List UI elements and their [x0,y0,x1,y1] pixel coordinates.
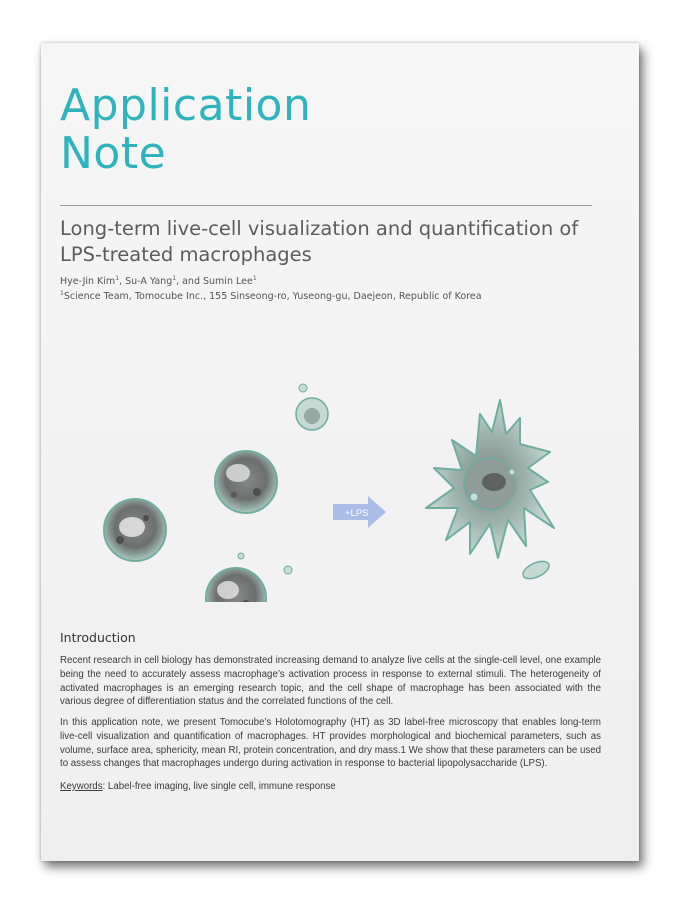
affiliation-text: Science Team, Tomocube Inc., 155 Sinseong-ro, Yuseong-gu, Daejeon, Republic of Korea [63,291,482,303]
cell-small-top [296,384,328,430]
introduction-paragraph-2: In this application note, we present Tomocube’s Holotomography (HT) as 3D label-free microscopy that enables long-term live-cell visualization and quantification of macrophages. HT provides morphological and biochemical parameters, such as volume, surface area, sphericity, mean RI, protein concentration, and dry mass.1 We show that these parameters can be used to assess changes that macrophages undergo during activation in response to bacterial lipopolysaccharide (LPS). [60,717,601,770]
keywords-label: Keywords [60,781,103,792]
title-line-1: Application [60,80,312,131]
keywords [60,781,336,792]
introduction-heading: Introduction [60,630,136,645]
author-list: Hye-Jin Kim$^1$, Su-A Yang$^1$, and Sumin Lee$^1$ [60,275,257,288]
lps-arrow [333,496,386,528]
macrophage-figure [50,322,570,602]
keywords-text: : Label-free imaging, live single cell, immune response [102,781,336,792]
author-2: Su-A Yang [125,276,173,288]
author-3: and Sumin Lee [182,276,253,288]
lps-arrow-label: +LPS [345,508,369,519]
cell-left [104,499,166,561]
document-title [60,82,311,179]
affiliation: $^1$Science Team, Tomocube Inc., 155 Sinseong-ro, Yuseong-gu, Daejeon, Republic of Korea [60,290,482,303]
cell-middle [215,451,277,513]
title-line-2: Note [60,128,167,180]
author-1: Hye-Jin Kim [60,276,116,288]
title-divider [60,205,592,206]
introduction-paragraph-1: Recent research in cell biology has demonstrated increasing demand to analyze live cells at the single-cell level, one example being the need to accurately assess macrophage’s activation process in response to external stimuli. The heterogeneity of activated macrophages is an emerging research topic, and the cell shape of macrophage has been associated with the various degree of differentiation status and the correlated functions of the cell. [60,655,601,708]
document-subtitle: Long-term live-cell visualization and quantification of LPS-treated macrophages [60,217,579,266]
cell-bottom [206,553,292,602]
cell-activated-macrophage [426,400,554,582]
